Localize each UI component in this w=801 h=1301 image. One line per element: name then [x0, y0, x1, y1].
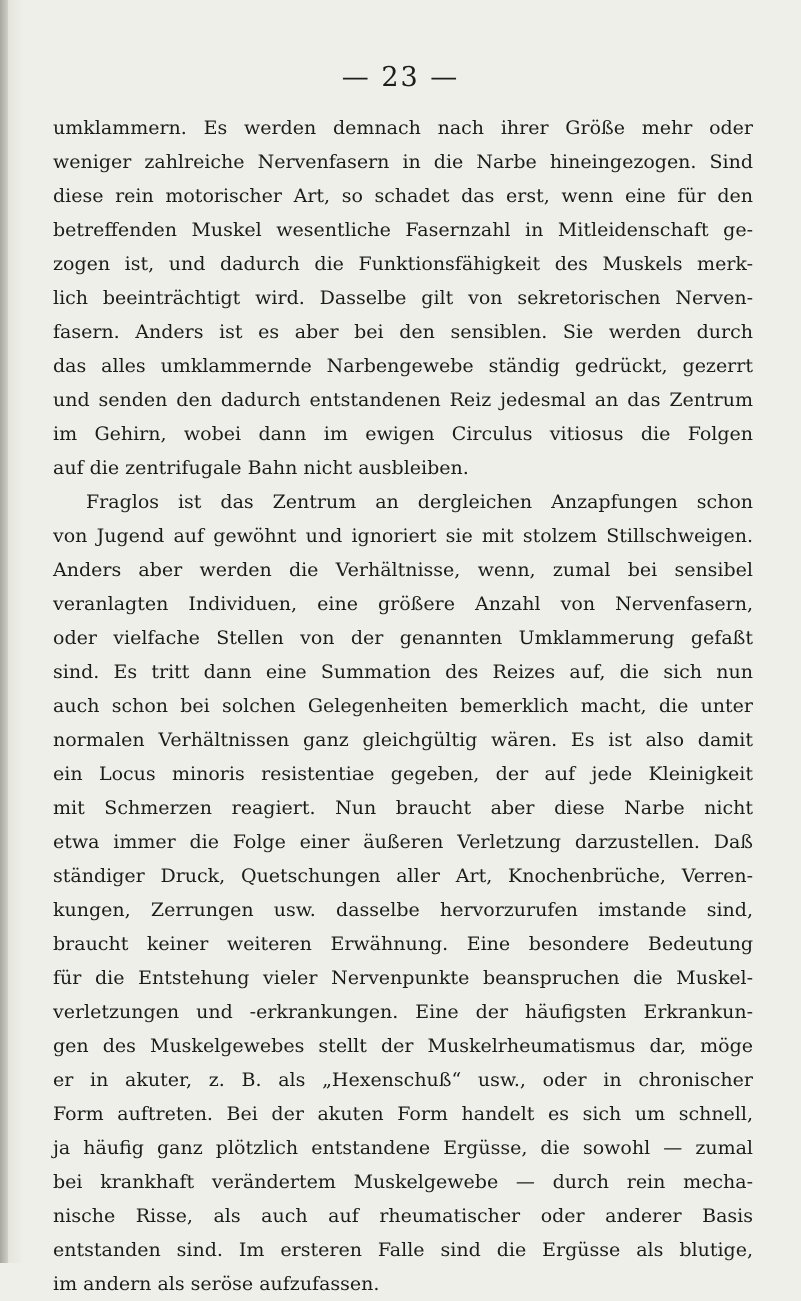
text-line: weniger zahlreiche Nervenfasern in die Narbe hineingezogen. Sind — [53, 151, 753, 173]
page-binding-edge — [0, 0, 8, 1263]
text-line: diese rein motorischer Art, so schadet das erst, wenn eine für den — [53, 185, 753, 207]
text-line: Fraglos ist das Zentrum an dergleichen Anzapfungen schon — [86, 491, 753, 513]
text-line: braucht keiner weiteren Erwähnung. Eine besondere Bedeutung — [53, 933, 753, 955]
text-line: für die Entstehung vieler Nervenpunkte beanspruchen die Muskel- — [53, 967, 753, 989]
text-line: im Gehirn, wobei dann im ewigen Circulus vitiosus die Folgen — [53, 423, 753, 445]
text-line: fasern. Anders ist es aber bei den sensiblen. Sie werden durch — [53, 321, 753, 343]
text-line: normalen Verhältnissen ganz gleichgültig wären. Es ist also damit — [53, 729, 753, 751]
text-line: umklammern. Es werden demnach nach ihrer Größe mehr oder — [53, 117, 753, 139]
text-line: etwa immer die Folge einer äußeren Verletzung darzustellen. Daß — [53, 831, 753, 853]
text-line: nische Risse, als auch auf rheumatischer oder anderer Basis — [53, 1205, 753, 1227]
text-line: betreffenden Muskel wesentliche Fasernzahl in Mitleidenschaft ge- — [53, 219, 753, 241]
text-line: bei krankhaft verändertem Muskelgewebe — durch rein mecha- — [53, 1171, 753, 1193]
text-line: kungen, Zerrungen usw. dasselbe hervorzurufen imstande sind, — [53, 899, 753, 921]
text-line: lich beeinträchtigt wird. Dasselbe gilt von sekretorischen Nerven- — [53, 287, 753, 309]
text-line: ja häufig ganz plötzlich entstandene Ergüsse, die sowohl — zumal — [53, 1137, 753, 1159]
text-line: entstanden sind. Im ersteren Falle sind die Ergüsse als blutige, — [53, 1239, 753, 1261]
text-line: oder vielfache Stellen von der genannten Umklammerung gefaßt — [53, 627, 753, 649]
text-line: veranlagten Individuen, eine größere Anzahl von Nervenfasern, — [53, 593, 753, 615]
text-line: gen des Muskelgewebes stellt der Muskelrheumatismus dar, möge — [53, 1035, 753, 1057]
text-line: von Jugend auf gewöhnt und ignoriert sie mit stolzem Stillschweigen. — [53, 525, 753, 547]
text-line: im andern als seröse aufzufassen. — [53, 1273, 380, 1295]
text-line: Anders aber werden die Verhältnisse, wenn, zumal bei sensibel — [53, 559, 753, 581]
text-line: Form auftreten. Bei der akuten Form handelt es sich um schnell, — [53, 1103, 753, 1125]
text-line: sind. Es tritt dann eine Summation des Reizes auf, die sich nun — [53, 661, 753, 683]
text-line: auf die zentrifugale Bahn nicht ausbleiben. — [53, 457, 469, 479]
text-line: zogen ist, und dadurch die Funktionsfähigkeit des Muskels merk- — [53, 253, 753, 275]
page-number: — 23 — — [341, 62, 460, 93]
text-line: ein Locus minoris resistentiae gegeben, der auf jede Kleinigkeit — [53, 763, 753, 785]
text-line: verletzungen und -erkrankungen. Eine der häufigsten Erkrankun- — [53, 1001, 753, 1023]
text-line: auch schon bei solchen Gelegenheiten bemerklich macht, die unter — [53, 695, 753, 717]
text-line: und senden den dadurch entstandenen Reiz jedesmal an das Zentrum — [53, 389, 753, 411]
text-line: das alles umklammernde Narbengewebe ständig gedrückt, gezerrt — [53, 355, 753, 377]
text-line: er in akuter, z. B. als „Hexenschuß“ usw., oder in chronischer — [53, 1069, 753, 1091]
text-line: ständiger Druck, Quetschungen aller Art, Knochenbrüche, Verren- — [53, 865, 753, 887]
text-line: mit Schmerzen reagiert. Nun braucht aber diese Narbe nicht — [53, 797, 753, 819]
body-text — [53, 111, 753, 1301]
